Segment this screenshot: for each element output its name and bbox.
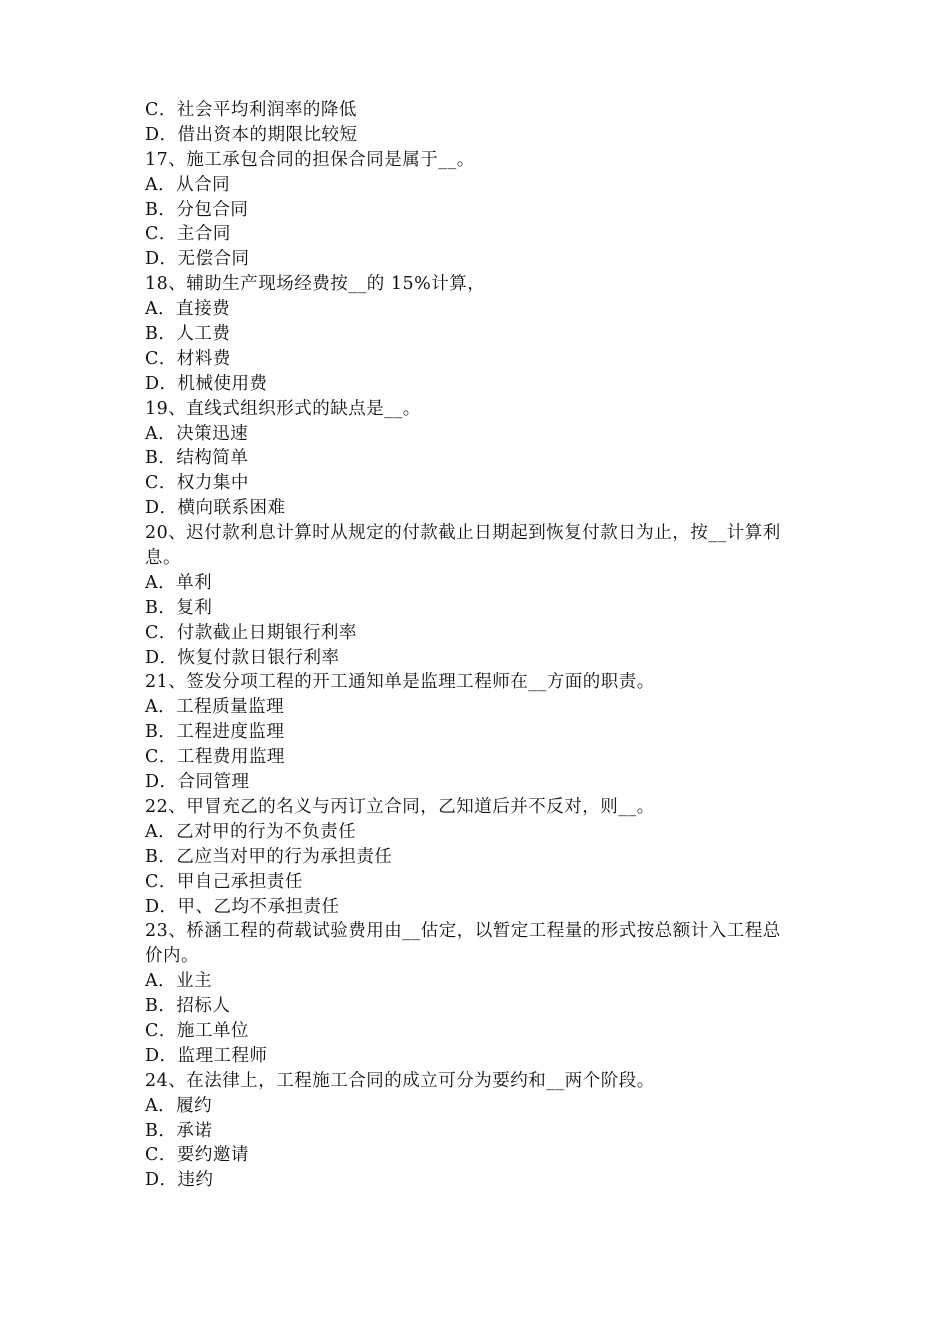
option-line: D．监理工程师 [145, 1045, 268, 1066]
option-line: C．材料费 [145, 348, 231, 369]
option-line: A．工程质量监理 [145, 697, 285, 718]
option-line: B．工程进度监理 [145, 722, 285, 743]
option-line: B．分包合同 [145, 199, 249, 220]
question-line: 21、签发分项工程的开工通知单是监理工程师在__方面的职责。 [145, 672, 655, 693]
question-line-continuation: 价内。 [145, 946, 199, 967]
option-line: D．违约 [145, 1170, 214, 1191]
option-line: A．决策迅速 [145, 423, 249, 444]
option-line: D．机械使用费 [145, 373, 268, 394]
option-line: C．工程费用监理 [145, 747, 285, 768]
option-line: A．乙对甲的行为不负责任 [145, 821, 357, 842]
question-line-continuation: 息。 [145, 548, 181, 569]
option-line: B．人工费 [145, 324, 231, 345]
option-line: B．招标人 [145, 996, 231, 1017]
question-line: 17、施工承包合同的担保合同是属于__。 [145, 149, 475, 170]
question-line: 19、直线式组织形式的缺点是__。 [145, 398, 421, 419]
option-line: B．乙应当对甲的行为承担责任 [145, 846, 393, 867]
option-line: A．直接费 [145, 299, 231, 320]
question-line: 22、甲冒充乙的名义与丙订立合同，乙知道后并不反对，则__。 [145, 796, 655, 817]
option-line: D．横向联系困难 [145, 498, 286, 519]
option-line: C．甲自己承担责任 [145, 871, 303, 892]
option-line: D．合同管理 [145, 772, 250, 793]
option-line: C．权力集中 [145, 473, 249, 494]
option-line: B．复利 [145, 597, 213, 618]
question-line: 23、桥涵工程的荷载试验费用由__估定，以暂定工程量的形式按总额计入工程总 [145, 921, 781, 942]
option-line: A．单利 [145, 572, 213, 593]
option-line: C．社会平均利润率的降低 [145, 100, 357, 120]
question-line: 24、在法律上，工程施工合同的成立可分为要约和__两个阶段。 [145, 1070, 655, 1091]
option-line: D．无偿合同 [145, 249, 250, 270]
option-line: D．甲、乙均不承担责任 [145, 896, 340, 917]
option-line: C．要约邀请 [145, 1145, 249, 1166]
option-line: A．履约 [145, 1095, 213, 1116]
option-line: A．从合同 [145, 174, 231, 195]
question-line: 20、迟付款利息计算时从规定的付款截止日期起到恢复付款日为止，按__计算利 [145, 523, 781, 544]
option-line: B．承诺 [145, 1120, 213, 1141]
option-line: C．施工单位 [145, 1020, 249, 1041]
option-line: D．恢复付款日银行利率 [145, 647, 340, 668]
option-line: D．借出资本的期限比较短 [145, 124, 358, 145]
option-line: C．主合同 [145, 224, 231, 245]
document-body [145, 98, 815, 1193]
question-line: 18、辅助生产现场经费按__的 15%计算， [145, 274, 486, 295]
option-line: C．付款截止日期银行利率 [145, 622, 357, 643]
option-line: B．结构简单 [145, 448, 249, 469]
option-line: A．业主 [145, 971, 213, 992]
